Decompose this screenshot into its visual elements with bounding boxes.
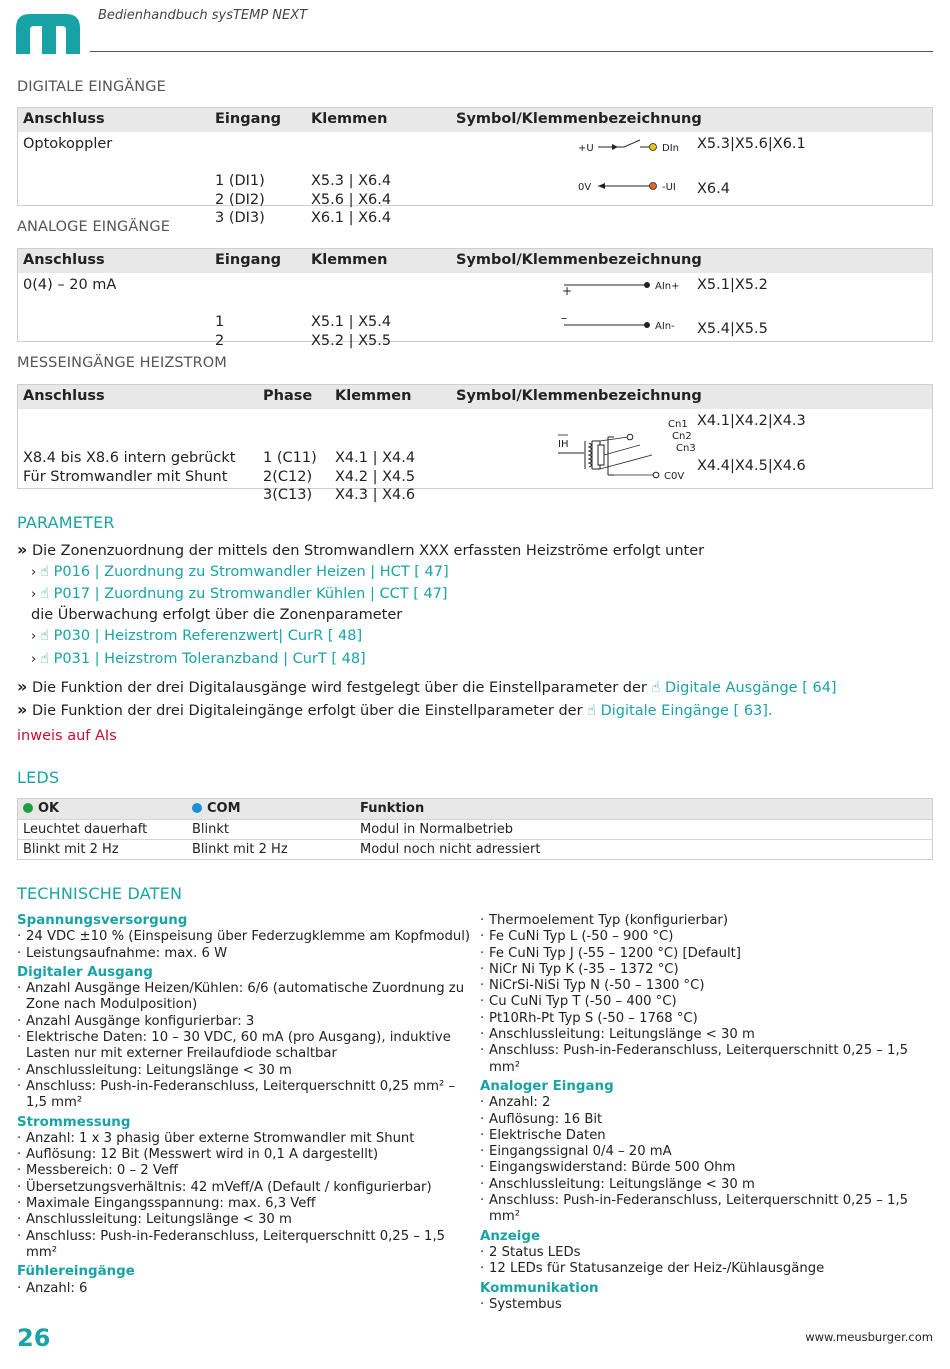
svg-text:+U: +U [578, 143, 594, 154]
cell-klemmen: X5.3 | X6.4 X5.6 | X6.4 X6.1 | X6.4 [311, 173, 392, 226]
digital-inputs-table [17, 107, 933, 226]
cell-bez-2: X5.4|X5.5 [697, 321, 768, 337]
svg-text:0V: 0V [578, 182, 592, 193]
tech-item: · Fe CuNi Typ L (-50 – 900 °C) [480, 929, 935, 945]
cell-bez-1: X5.3|X5.6|X6.1 [697, 136, 806, 152]
tech-item: · Eingangswiderstand: Bürde 500 Ohm [480, 1160, 935, 1176]
analog-inputs-table [17, 248, 933, 349]
tech-item: · Elektrische Daten: 10 – 30 VDC, 60 mA (pro Ausgang), induktive Lasten nur mit externer Freilaufdiode schaltbar [17, 1030, 472, 1063]
param-link-p016[interactable]: › ☝ P016 | Zuordnung zu Stromwandler Heizen | HCT [ 47] [31, 564, 449, 580]
param-link-p017[interactable]: › ☝ P017 | Zuordnung zu Stromwandler Kühlen | CCT [ 47] [31, 586, 448, 602]
cell-bez-2: X4.4|X4.5|X4.6 [697, 458, 806, 474]
link-digital-inputs[interactable]: Digitale Eingänge [ 63]. [600, 703, 773, 719]
section-title-tech: TECHNISCHE DATEN [17, 884, 183, 903]
param-link-p030[interactable]: › ☝ P030 | Heizstrom Referenzwert| CurR [ 48] [31, 628, 363, 644]
col-symbol: Symbol/Klemmenbezeichnung [456, 111, 702, 127]
tech-item: · Cu CuNi Typ T (-50 – 400 °C) [480, 994, 935, 1010]
tech-item: · Systembus [480, 1297, 935, 1313]
page-number: 26 [17, 1324, 51, 1352]
cell-klemmen: X4.1 | X4.4 X4.2 | X4.5 X4.3 | X4.6 [335, 450, 416, 503]
cell-eingang: 1 (DI1) 2 (DI2) 3 (DI3) [215, 173, 265, 226]
header-title: Bedienhandbuch sysTEMP NEXT [98, 8, 308, 23]
tech-item: · Thermoelement Typ (konfigurierbar) [480, 913, 935, 929]
col-symbol: Symbol/Klemmenbezeichnung [456, 388, 702, 404]
tech-heading: Fühlereingänge [17, 1264, 135, 1280]
cell-bez-1: X4.1|X4.2|X4.3 [697, 413, 806, 429]
cell-phase: 1 (C11) 2(C12) 3(C13) [263, 450, 317, 503]
svg-text:Cn2: Cn2 [672, 431, 692, 442]
parameter-middle-text: die Überwachung erfolgt über die Zonenparameter [31, 607, 403, 623]
tech-item: · Fe CuNi Typ J (-55 – 1200 °C) [Default] [480, 946, 935, 962]
col-com: COM [192, 801, 241, 816]
table-row: Blinkt mit 2 Hz Blinkt mit 2 Hz Modul noch nicht adressiert [18, 839, 932, 859]
svg-text:-UI: -UI [662, 182, 676, 193]
section-title-heat-current: MESSEINGÄNGE HEIZSTROM [17, 355, 227, 371]
col-phase: Phase [263, 388, 313, 404]
tech-heading: Analoger Eingang [480, 1078, 614, 1094]
tech-item: · Anschluss: Push-in-Federanschluss, Leiterquerschnitt 0,25 – 1,5 mm² [480, 1043, 935, 1076]
cell-eingang: 1 2 [215, 314, 225, 349]
tech-item: · Messbereich: 0 – 2 Veff [17, 1163, 472, 1179]
cell-anschluss: 0(4) – 20 mA [23, 277, 117, 293]
link-digital-outputs[interactable]: Digitale Ausgänge [ 64] [664, 680, 837, 696]
svg-text:Cn1: Cn1 [668, 419, 688, 430]
tech-heading: Strommessung [17, 1114, 131, 1130]
tech-item: · Leistungsaufnahme: max. 6 W [17, 946, 472, 962]
tech-item: · Anschlussleitung: Leitungslänge < 30 m [17, 1063, 472, 1079]
tech-item: · Anzahl: 2 [480, 1095, 935, 1111]
param-link-p031[interactable]: › ☝ P031 | Heizstrom Toleranzband | CurT [ 48] [31, 651, 366, 667]
svg-text:+: + [562, 284, 573, 298]
col-ok: OK [23, 801, 59, 816]
col-symbol: Symbol/Klemmenbezeichnung [456, 252, 702, 268]
table-header [18, 385, 932, 409]
tech-item: · Anschlussleitung: Leitungslänge < 30 m [17, 1212, 472, 1228]
tech-item: · 2 Status LEDs [480, 1245, 935, 1261]
leds-table [17, 798, 933, 860]
cell-anschluss: X8.4 bis X8.6 intern gebrückt Für Stromwandler mit Shunt [23, 450, 236, 485]
tech-item: · Eingangssignal 0/4 – 20 mA [480, 1144, 935, 1160]
tech-column-right [480, 913, 935, 1316]
tech-item: · Übersetzungsverhältnis: 42 mVeff/A (Default / konfigurierbar) [17, 1180, 472, 1196]
website: www.meusburger.com [805, 1330, 933, 1344]
section-title-leds: LEDS [17, 768, 60, 787]
section-title-parameter: PARAMETER [17, 513, 115, 532]
col-klemmen: Klemmen [335, 388, 412, 404]
col-eingang: Eingang [215, 252, 282, 268]
optocoupler-symbol [568, 136, 698, 202]
tech-item: · Anschluss: Push-in-Federanschluss, Leiterquerschnitt 0,25 mm² – 1,5 mm² [17, 1079, 472, 1112]
table-row: Leuchtet dauerhaft Blinkt Modul in Normalbetrieb [18, 819, 932, 839]
tech-item: · 12 LEDs für Statusanzeige der Heiz-/Kühlausgänge [480, 1261, 935, 1277]
svg-text:C0V: C0V [664, 471, 685, 482]
table-header [18, 799, 932, 819]
tech-item: · Anschlussleitung: Leitungslänge < 30 m [480, 1027, 935, 1043]
tech-item: · Auflösung: 12 Bit (Messwert wird in 0,1 A dargestellt) [17, 1147, 472, 1163]
note-ais: inweis auf AIs [17, 728, 117, 744]
col-klemmen: Klemmen [311, 111, 388, 127]
header-rule [90, 51, 933, 52]
col-anschluss: Anschluss [23, 252, 105, 268]
tech-item: · Anzahl: 6 [17, 1281, 472, 1297]
tech-item: · Auflösung: 16 Bit [480, 1112, 935, 1128]
tech-item: · Anzahl Ausgänge konfigurierbar: 3 [17, 1014, 472, 1030]
cell-anschluss: Optokoppler [23, 136, 113, 152]
tech-item: · Anschluss: Push-in-Federanschluss, Leiterquerschnitt 0,25 – 1,5 mm² [480, 1193, 935, 1226]
tech-item: · Pt10Rh-Pt Typ S (-50 – 1768 °C) [480, 1011, 935, 1027]
tech-item: · Maximale Eingangsspannung: max. 6,3 Veff [17, 1196, 472, 1212]
parameter-digital-outputs: » Die Funktion der drei Digitalausgänge wird festgelegt über die Einstellparameter der ☝ Digitale Ausgänge [ 64] [17, 677, 837, 696]
tech-heading: Spannungsversorgung [17, 913, 188, 928]
tech-item: · Anzahl: 1 x 3 phasig über externe Stromwandler mit Shunt [17, 1131, 472, 1147]
analog-input-symbol [558, 275, 698, 339]
tech-heading: Digitaler Ausgang [17, 964, 153, 980]
tech-item: · NiCr Ni Typ K (-35 – 1372 °C) [480, 962, 935, 978]
svg-text:AIn-: AIn- [655, 321, 675, 332]
com-led-icon [192, 803, 202, 813]
cell-bez-1: X5.1|X5.2 [697, 277, 768, 293]
ok-led-icon [23, 803, 33, 813]
svg-text:–: – [561, 311, 567, 325]
tech-item: · Elektrische Daten [480, 1128, 935, 1144]
section-title-digital-inputs: DIGITALE EINGÄNGE [17, 79, 166, 95]
meusburger-logo [16, 14, 80, 54]
cell-bez-2: X6.4 [697, 181, 730, 197]
section-title-analog-inputs: ANALOGE EINGÄNGE [17, 219, 170, 235]
heat-current-table [17, 384, 933, 503]
col-klemmen: Klemmen [311, 252, 388, 268]
tech-heading: Kommunikation [480, 1280, 599, 1296]
tech-item: · NiCrSi-NiSi Typ N (-50 – 1300 °C) [480, 978, 935, 994]
tech-column-left [17, 913, 472, 1300]
tech-item: · 24 VDC ±10 % (Einspeisung über Federzugklemme am Kopfmodul) [17, 929, 472, 945]
table-header [18, 249, 932, 273]
svg-text:DIn: DIn [662, 143, 679, 154]
tech-heading: Anzeige [480, 1228, 541, 1244]
col-eingang: Eingang [215, 111, 282, 127]
col-anschluss: Anschluss [23, 111, 105, 127]
table-header [18, 108, 932, 132]
tech-item: · Anschlussleitung: Leitungslänge < 30 m [480, 1177, 935, 1193]
tech-item: · Anschluss: Push-in-Federanschluss, Leiterquerschnitt 0,25 – 1,5 mm² [17, 1229, 472, 1262]
cell-klemmen: X5.1 | X5.4 X5.2 | X5.5 [311, 314, 392, 349]
current-transformer-symbol [556, 413, 696, 485]
parameter-intro: » Die Zonenzuordnung der mittels den Stromwandlern XXX erfassten Heizströme erfolgt unter [17, 540, 705, 559]
parameter-digital-inputs: » Die Funktion der drei Digitaleingänge erfolgt über die Einstellparameter der ☝ Digitale Eingänge [ 63]. [17, 700, 773, 719]
svg-text:Cn3: Cn3 [676, 443, 696, 454]
svg-text:IH: IH [558, 439, 569, 450]
col-funktion: Funktion [360, 801, 425, 816]
tech-item: · Anzahl Ausgänge Heizen/Kühlen: 6/6 (automatische Zuordnung zu Zone nach Modulposition) [17, 981, 472, 1014]
col-anschluss: Anschluss [23, 388, 105, 404]
svg-text:AIn+: AIn+ [655, 281, 680, 292]
